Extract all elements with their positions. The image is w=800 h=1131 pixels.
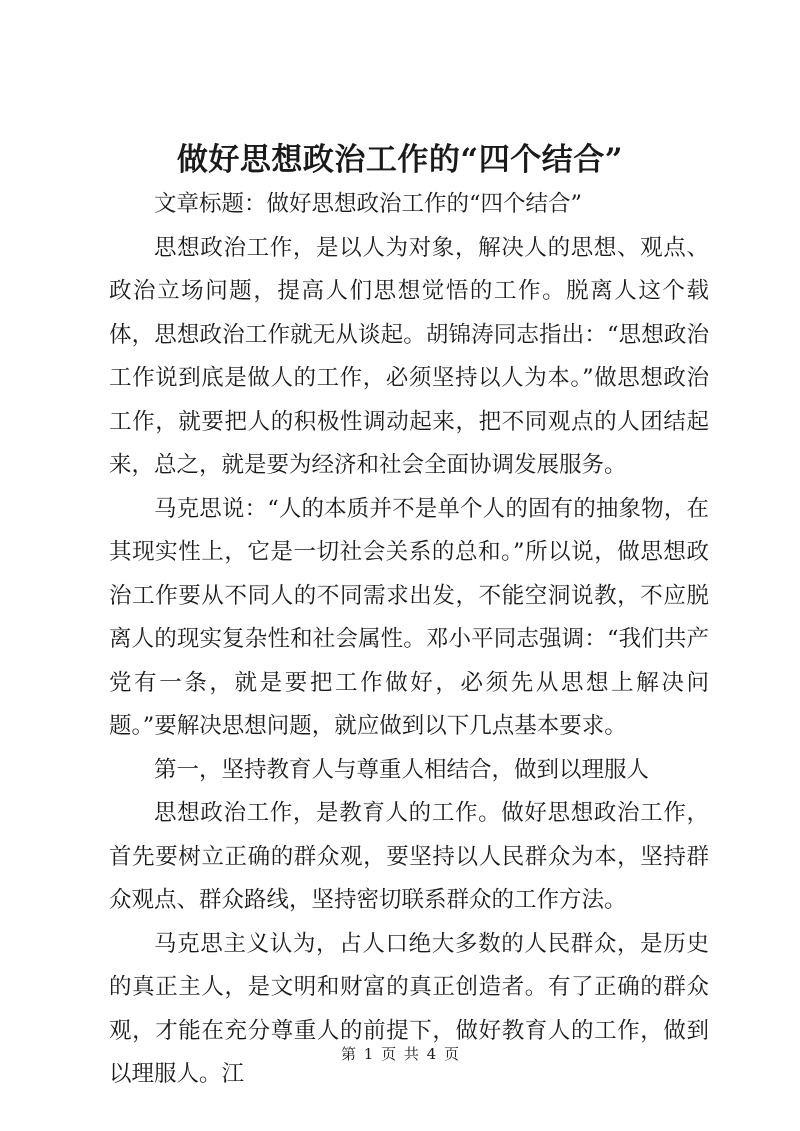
body-paragraph: 思想政治工作，是教育人的工作。做好思想政治工作，首先要树立正确的群众观，要坚持以人民群众为本，坚持群众观点、群众路线，坚持密切联系群众的工作方法。 <box>109 800 709 913</box>
body-paragraph: 思想政治工作，是以人为对象，解决人的思想、观点、政治立场问题，提高人们思想觉悟的工作。脱离人这个载体，思想政治工作就无从谈起。胡锦涛同志指出：“思想政治工作说到底是做人的工作，必须坚持以人为本。”做思想政治工作，就要把人的积极性调动起来，把不同观点的人团结起来，总之，就是要为经济和社会全面协调发展服务。 <box>109 234 709 478</box>
section-heading: 第一，坚持教育人与尊重人相结合，做到以理服人 <box>154 756 650 783</box>
article-title-line: 文章标题：做好思想政治工作的“四个结合” <box>154 191 583 217</box>
body-paragraph: 马克思说：“人的本质并不是单个人的固有的抽象物，在其现实性上，它是一切社会关系的总和。”所以说，做思想政治工作要从不同人的不同需求出发，不能空洞说教，不应脱离人的现实复杂性和社会属性。邓小平同志强调：“我们共产党有一条，就是要把工作做好，必须先从思想上解决问题。”要解决思想问题，就应做到以下几点基本要求。 <box>109 495 709 739</box>
body-paragraph: 马克思主义认为，占人口绝大多数的人民群众，是历史的真正主人，是文明和财富的真正创造者。有了正确的群众观，才能在充分尊重人的前提下，做好教育人的工作，做到以理服人。江 <box>109 930 709 1087</box>
document-title: 做好思想政治工作的“四个结合” <box>176 142 624 178</box>
document-body <box>109 183 709 1097</box>
page-footer: 第 1 页 共 4 页 <box>341 1045 459 1063</box>
